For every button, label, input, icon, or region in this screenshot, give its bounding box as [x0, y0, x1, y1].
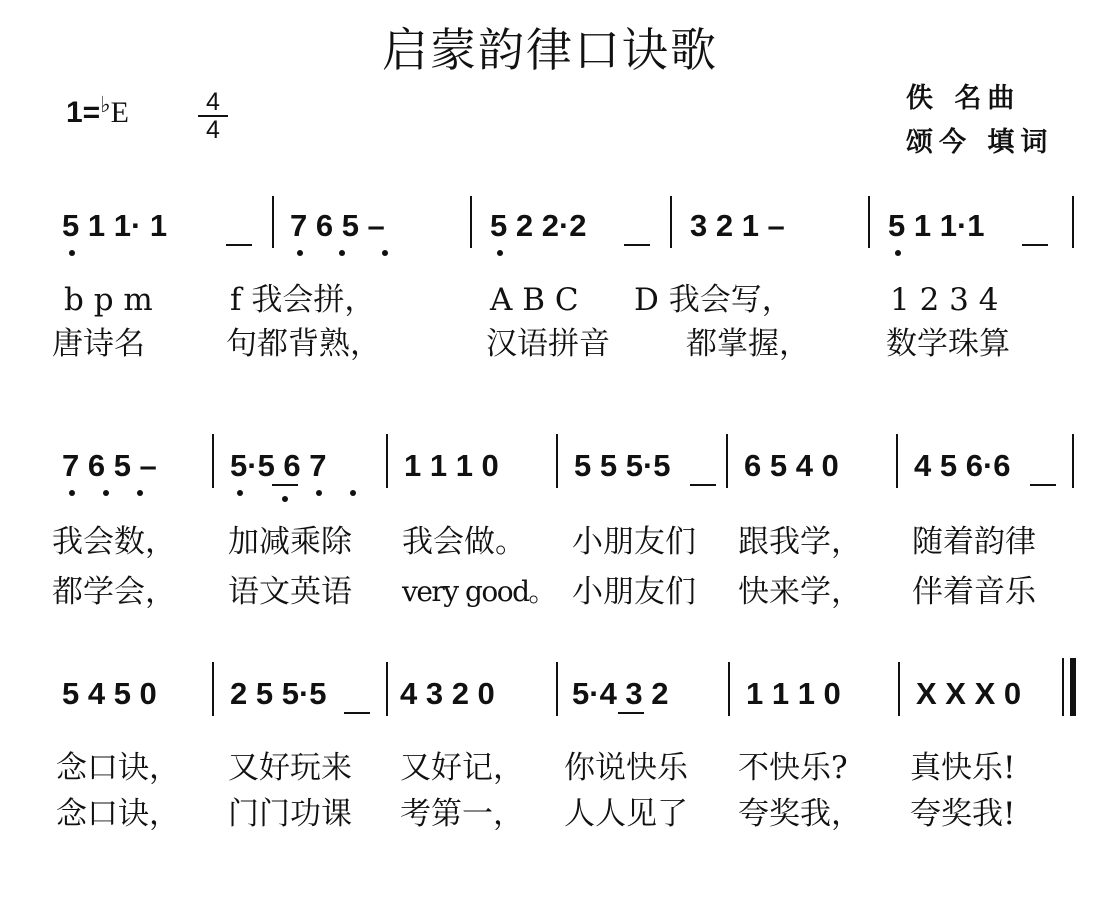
lyric-3-3-v1: 又好记，: [400, 750, 524, 786]
underline-beam: [226, 244, 252, 246]
lyric-1-4-v1: D 我会写，: [634, 282, 793, 318]
lyricist-credit: 颂今 填词: [906, 127, 1054, 158]
underline-beam: [690, 484, 716, 486]
lyric-3-5-v2: 夸奖我，: [738, 796, 862, 832]
lyric-2-6-v2: 伴着音乐: [912, 574, 1036, 610]
lyric-3-4-v2: 人人见了: [564, 796, 688, 832]
composer-credit: 佚 名曲: [906, 83, 1021, 114]
lyric-3-4-v1: 你说快乐: [564, 750, 688, 786]
underline-beam: [1022, 244, 1048, 246]
barline: [212, 434, 214, 488]
barline: [728, 662, 730, 716]
barline: [386, 662, 388, 716]
measure-1-5: 5 1 1·1: [888, 208, 985, 243]
underline-beam: [1030, 484, 1056, 486]
lyric-2-3-v1: 我会做。: [402, 524, 526, 560]
time-signature: [196, 90, 230, 142]
barline: [898, 662, 900, 716]
measure-3-1: 5 4 5 0: [62, 676, 157, 711]
lower-octave-dot: [497, 250, 503, 256]
underline-beam: [624, 244, 650, 246]
lyric-2-2-v2: 语文英语: [228, 574, 352, 610]
underline-beam: [618, 712, 644, 714]
lower-octave-dot: [282, 496, 288, 502]
lyric-1-1-v2: 唐诗名: [52, 326, 145, 362]
lyric-2-5-v1: 跟我学，: [738, 524, 862, 560]
lyric-3-1-v2: 念口诀，: [56, 796, 180, 832]
lyric-1-5-v2: 数学珠算: [886, 326, 1010, 362]
barline: [386, 434, 388, 488]
lyric-1-1-v1: b p m: [64, 282, 153, 318]
barline: [556, 662, 558, 716]
measure-1-2: 7 6 5 –: [290, 208, 385, 243]
lyric-3-2-v1: 又好玩来: [228, 750, 352, 786]
barline: [212, 662, 214, 716]
measure-2-1: 7 6 5 –: [62, 448, 157, 483]
lyric-2-2-v1: 加减乘除: [228, 524, 352, 560]
measure-1-3: 5 2 2·2: [490, 208, 587, 243]
barline: [272, 196, 274, 248]
lyric-2-4-v1: 小朋友们: [572, 524, 696, 560]
lyric-1-3-v1: A B C: [490, 282, 579, 318]
barline: [556, 434, 558, 488]
lower-octave-dot: [895, 250, 901, 256]
barline: [868, 196, 870, 248]
lower-octave-dot: [350, 490, 356, 496]
measure-3-2: 2 5 5·5: [230, 676, 327, 711]
measure-2-5: 6 5 4 0: [744, 448, 839, 483]
lyric-3-5-v1: 不快乐?: [738, 750, 848, 786]
measure-2-4: 5 5 5·5: [574, 448, 671, 483]
lower-octave-dot: [237, 490, 243, 496]
lyric-3-2-v2: 门门功课: [228, 796, 352, 832]
time-signature-bottom: 4: [206, 116, 220, 144]
barline: [1072, 196, 1074, 248]
barline: [896, 434, 898, 488]
measure-3-3: 4 3 2 0: [400, 676, 495, 711]
final-barline-thick: [1070, 658, 1076, 716]
lyric-1-4-v2: 都掌握，: [686, 326, 810, 362]
lower-octave-dot: [103, 490, 109, 496]
barline: [670, 196, 672, 248]
time-signature-top: 4: [206, 88, 220, 116]
lyric-1-2-v2: 句都背熟，: [226, 326, 381, 362]
lyric-2-1-v2: 都学会，: [52, 574, 176, 610]
key-note: E: [110, 96, 129, 129]
measure-1-1: 5 1 1· 1: [62, 208, 168, 243]
flat-sign: ♭: [100, 93, 111, 118]
lower-octave-dot: [69, 490, 75, 496]
lyric-1-2-v1: f 我会拼，: [230, 282, 376, 318]
measure-3-6: X X X 0: [916, 676, 1022, 711]
song-title: 启蒙韵律口诀歌: [382, 23, 718, 77]
lyric-2-5-v2: 快来学，: [738, 574, 862, 610]
key-prefix: 1=: [66, 96, 101, 129]
lyric-2-6-v1: 随着韵律: [912, 524, 1036, 560]
key-signature: [66, 93, 129, 130]
lyric-2-1-v1: 我会数，: [52, 524, 176, 560]
underline-beam: [272, 484, 298, 486]
lyric-1-3-v2: 汉语拼音: [486, 326, 610, 362]
lyric-2-4-v2: 小朋友们: [572, 574, 696, 610]
lower-octave-dot: [297, 250, 303, 256]
measure-2-2: 5·5 6 7: [230, 448, 327, 483]
measure-3-4: 5·4 3 2: [572, 676, 669, 711]
underline-beam: [344, 712, 370, 714]
lyric-3-1-v1: 念口诀，: [56, 750, 180, 786]
barline: [726, 434, 728, 488]
measure-2-6: 4 5 6·6: [914, 448, 1011, 483]
measure-1-4: 3 2 1 –: [690, 208, 785, 243]
lyric-3-3-v2: 考第一，: [400, 796, 524, 832]
measure-3-5: 1 1 1 0: [746, 676, 841, 711]
lower-octave-dot: [316, 490, 322, 496]
lower-octave-dot: [137, 490, 143, 496]
lyric-2-3-v2: very good。: [402, 575, 556, 608]
lower-octave-dot: [69, 250, 75, 256]
lower-octave-dot: [339, 250, 345, 256]
lyric-3-6-v1: 真快乐!: [910, 750, 1016, 786]
lyric-1-5-v1: 1 2 3 4: [890, 282, 999, 318]
barline: [470, 196, 472, 248]
lower-octave-dot: [382, 250, 388, 256]
final-barline-thin: [1062, 658, 1064, 716]
measure-2-3: 1 1 1 0: [404, 448, 499, 483]
barline: [1072, 434, 1074, 488]
lyric-3-6-v2: 夸奖我!: [910, 796, 1016, 832]
